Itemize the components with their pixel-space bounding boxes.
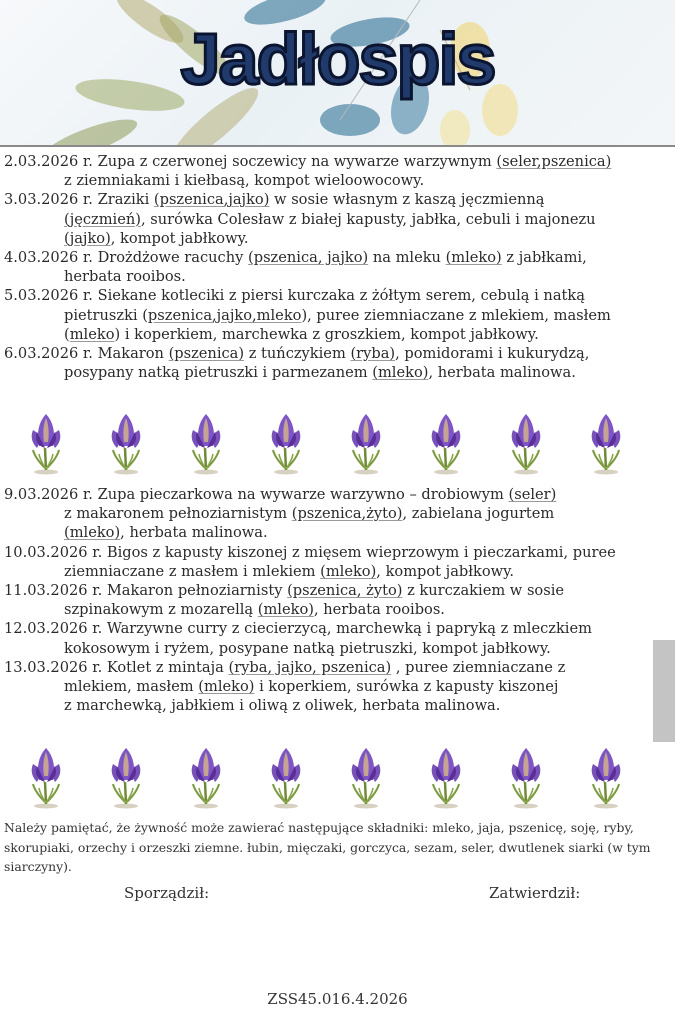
- menu-date: 5.03.2026 r.: [4, 287, 93, 305]
- dish-text: z marchewką, jabłkiem i oliwą z oliwek, herbata malinowa.: [64, 697, 501, 715]
- crocus-icon: [166, 412, 246, 476]
- menu-entry: [4, 152, 664, 190]
- menu-entry-continuation-line: [4, 600, 664, 619]
- menu-date: 13.03.2026 r.: [4, 658, 103, 676]
- dish-text: Zupa pieczarkowa na wywarze warzywno – drobiowym: [92, 486, 509, 503]
- menu-entry: [4, 543, 664, 581]
- menu-entry: [4, 286, 664, 344]
- allergen-text: pszenica,jajko,mleko: [147, 306, 302, 324]
- menu-entry-continuation-line: [4, 562, 664, 581]
- page-title: Jadłospis: [180, 20, 495, 100]
- menu-date: 12.03.2026 r.: [4, 620, 103, 638]
- dish-text: kokosowym i ryżem, posypane natką pietruszki, kompot jabłkowy.: [64, 639, 551, 657]
- dish-text: herbata rooibos.: [64, 268, 186, 286]
- menu-entry-continuation-line: [4, 677, 664, 696]
- menu-entry-first-line: [4, 248, 664, 267]
- crocus-icon: [326, 746, 406, 810]
- header-banner: [0, 0, 675, 146]
- menu-entry-first-line: [4, 344, 664, 363]
- dish-text: mlekiem, masłem: [64, 678, 199, 696]
- allergen-text: (pszenica,jajko): [153, 191, 270, 209]
- dish-text: Siekane kotleciki z piersi kurczaka z żółtym serem, cebulą i natką: [92, 287, 585, 305]
- dish-text: szpinakowym z mozarellą: [64, 601, 258, 619]
- dish-text: (: [64, 325, 70, 343]
- dish-text: ) i koperkiem, marchewka z groszkiem, kompot jabłkowy.: [114, 325, 539, 343]
- crocus-icon: [86, 746, 166, 810]
- dish-text: , herbata malinowa.: [120, 524, 268, 542]
- dish-text: i koperkiem, surówka z kapusty kiszonej: [254, 678, 559, 696]
- crocus-icon: [486, 746, 566, 810]
- menu-entry-continuation-line: [4, 210, 664, 229]
- menu-entry-first-line: [4, 152, 664, 171]
- menu-entry-first-line: [4, 485, 664, 504]
- allergen-text: (pszenica): [168, 345, 245, 363]
- menu-entry-continuation-line: [4, 363, 664, 382]
- menu-entry-continuation-line: [4, 504, 664, 523]
- menu-entry-first-line: [4, 286, 664, 305]
- menu-entry: [4, 581, 664, 619]
- dish-text: , zabielana jogurtem: [402, 505, 555, 523]
- allergen-text: (mleko): [64, 524, 121, 542]
- document-code: ZSS45.016.4.2026: [267, 990, 408, 1008]
- dish-text: pietruszki (: [64, 306, 148, 324]
- allergen-text: (ryba, jajko, pszenica): [228, 658, 392, 676]
- dish-text: Bigos z kapusty kiszonej z mięsem wieprzowym i pieczarkami, puree: [102, 543, 616, 561]
- crocus-icon: [86, 412, 166, 476]
- menu-entry: [4, 485, 664, 543]
- allergen-text: (mleko): [320, 562, 377, 580]
- crocus-icon: [406, 412, 486, 476]
- menu-entry-continuation-line: [4, 523, 664, 542]
- menu-entry-first-line: [4, 658, 664, 677]
- crocus-icon: [246, 746, 326, 810]
- dish-text: Zupa z czerwonej soczewicy na wywarze warzywnym: [92, 153, 497, 170]
- menu-date: 6.03.2026 r.: [4, 345, 93, 363]
- menu-date: 11.03.2026 r.: [4, 582, 103, 600]
- menu-date: 9.03.2026 r.: [4, 486, 93, 503]
- dish-text: , pomidorami i kukurydzą,: [395, 345, 590, 363]
- allergen-text: (pszenica,żyto): [291, 505, 403, 523]
- dish-text: , herbata malinowa.: [428, 364, 576, 382]
- menu-entry-continuation-line: [4, 267, 664, 286]
- menu-date: 4.03.2026 r.: [4, 249, 93, 267]
- dish-text: z ziemniakami i kiełbasą, kompot wieloowocowy.: [64, 172, 425, 190]
- menu-entry: [4, 190, 664, 248]
- menu-entry-continuation-line: [4, 306, 664, 325]
- allergen-text: (seler,pszenica): [496, 153, 612, 170]
- allergen-text: (mleko): [198, 678, 255, 696]
- allergen-text: (ryba): [350, 345, 396, 363]
- menu-date: 10.03.2026 r.: [4, 543, 103, 561]
- menu-week-2: [4, 485, 664, 715]
- menu-entry-first-line: [4, 581, 664, 600]
- dish-text: ziemniaczane z masłem i mlekiem: [64, 562, 321, 580]
- menu-entry: [4, 248, 664, 286]
- allergen-text: mleko: [69, 325, 115, 343]
- menu-entry-continuation-line: [4, 639, 664, 658]
- dish-text: z kurczakiem w sosie: [402, 582, 565, 600]
- allergen-text: (jajko): [64, 229, 111, 247]
- dish-text: Kotlet z mintaja: [102, 658, 229, 676]
- menu-entry-continuation-line: [4, 229, 664, 248]
- dish-text: z makaronem pełnoziarnistym: [64, 505, 292, 523]
- crocus-icon: [6, 412, 86, 476]
- menu-entry-first-line: [4, 190, 664, 209]
- header-divider: [0, 145, 675, 147]
- crocus-icon: [326, 412, 406, 476]
- dish-text: , herbata rooibos.: [313, 601, 445, 619]
- dish-text: , kompot jabłkowy.: [376, 562, 515, 580]
- dish-text: na mleku: [368, 249, 446, 267]
- dish-text: , surówka Colesław z białej kapusty, jabłka, cebuli i majonezu: [140, 210, 596, 228]
- menu-entry-continuation-line: [4, 171, 664, 190]
- menu-entry-first-line: [4, 543, 664, 562]
- allergen-text: (seler): [508, 486, 557, 503]
- dish-text: , kompot jabłkowy.: [110, 229, 249, 247]
- crocus-icon: [406, 746, 486, 810]
- crocus-icon: [166, 746, 246, 810]
- dish-text: Drożdżowe racuchy: [92, 249, 249, 267]
- menu-entry: [4, 344, 664, 382]
- dish-text: w sosie własnym z kaszą jęczmienną: [269, 191, 545, 209]
- menu-entry-first-line: [4, 619, 664, 638]
- dish-text: z jabłkami,: [501, 249, 587, 267]
- dish-text: z tuńczykiem: [244, 345, 351, 363]
- crocus-icon: [6, 746, 86, 810]
- allergen-text: (pszenica, żyto): [287, 582, 403, 600]
- crocus-icon: [566, 746, 646, 810]
- dish-text: , puree ziemniaczane z: [391, 658, 566, 676]
- crocus-icon: [246, 412, 326, 476]
- approved-by-label: Zatwierdził:: [489, 884, 581, 902]
- dish-text: Makaron: [92, 345, 169, 363]
- menu-entry-continuation-line: [4, 696, 664, 715]
- dish-text: Zraziki: [92, 191, 154, 209]
- prepared-by-label: Sporządził:: [124, 884, 210, 902]
- flower-row-2: [6, 746, 646, 810]
- dish-text: Makaron pełnoziarnisty: [102, 582, 288, 600]
- dish-text: Warzywne curry z ciecierzycą, marchewką i papryką z mleczkiem: [102, 620, 592, 638]
- allergen-note: Należy pamiętać, że żywność może zawierać następujące składniki: mleko, jaja, pszenicę, soję, ryby, skorupiaki, orzechy i orzeszki ziemne. łubin, mięczaki, gorczyca, sezam, seler, dwutlenek siarki (w tym siarczyny).: [4, 820, 651, 874]
- crocus-icon: [566, 412, 646, 476]
- crocus-icon: [486, 412, 566, 476]
- menu-date: 2.03.2026 r.: [4, 153, 93, 170]
- dish-text: ), puree ziemniaczane z mlekiem, masłem: [301, 306, 611, 324]
- menu-entry-continuation-line: [4, 325, 664, 344]
- scrollbar-thumb[interactable]: [653, 640, 675, 742]
- flower-row-1: [6, 412, 646, 476]
- allergen-text: (mleko): [372, 364, 429, 382]
- allergen-text: (mleko): [445, 249, 502, 267]
- menu-entry: [4, 619, 664, 657]
- allergen-text: (pszenica, jajko): [248, 249, 369, 267]
- menu-date: 3.03.2026 r.: [4, 191, 93, 209]
- allergen-text: (jęczmień): [64, 210, 141, 228]
- dish-text: posypany natką pietruszki i parmezanem: [64, 364, 373, 382]
- allergen-text: (mleko): [257, 601, 314, 619]
- menu-week-1: [4, 152, 664, 382]
- menu-entry: [4, 658, 664, 716]
